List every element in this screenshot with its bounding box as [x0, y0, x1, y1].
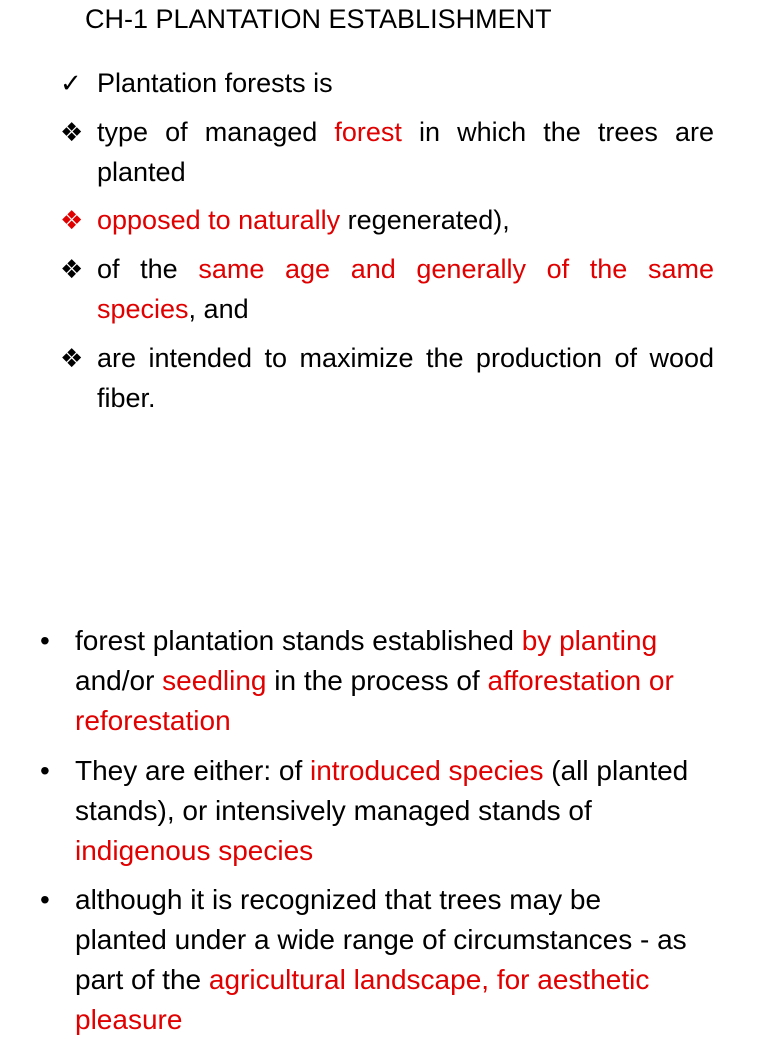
- item-text: of the same age and generally of the same species, and: [97, 254, 714, 324]
- list-item: [60, 249, 714, 329]
- list-item: [40, 621, 700, 741]
- item-text: are intended to maximize the production of wood fiber.: [97, 343, 714, 413]
- item-text: Plantation forests is: [97, 68, 333, 98]
- list-item: [40, 880, 700, 1040]
- diamond-bullet-icon: ❖: [60, 254, 84, 284]
- bullet-icon: •: [40, 884, 50, 915]
- list-item: [60, 338, 714, 418]
- list-item: [40, 751, 700, 871]
- list-item: [60, 112, 714, 192]
- slide-2: [0, 600, 768, 1035]
- item-text: forest plantation stands established by planting and/or seedling in the process of afforestation or reforestation: [75, 625, 674, 736]
- bullet-icon: •: [40, 625, 50, 656]
- item-text: They are either: of introduced species (all planted stands), or intensively managed stands of indigenous species: [75, 755, 689, 866]
- diamond-bullet-icon: ❖: [60, 117, 84, 147]
- bullet-icon: •: [40, 755, 50, 786]
- item-text: opposed to naturally regenerated),: [97, 205, 510, 235]
- diamond-bullet-icon: ❖: [60, 205, 84, 235]
- list-item: [60, 200, 714, 240]
- slide-title: CH-1 PLANTATION ESTABLISHMENT: [85, 4, 552, 34]
- item-text: although it is recognized that trees may be planted under a wide range of circumstances - as part of the agricultural landscape, for aesthetic pleasure: [75, 884, 687, 1035]
- list-item: [60, 63, 714, 103]
- diamond-bullet-icon: ❖: [60, 343, 84, 373]
- item-text: type of managed forest in which the trees are planted: [97, 117, 714, 187]
- checkmark-icon: ✓: [60, 68, 82, 98]
